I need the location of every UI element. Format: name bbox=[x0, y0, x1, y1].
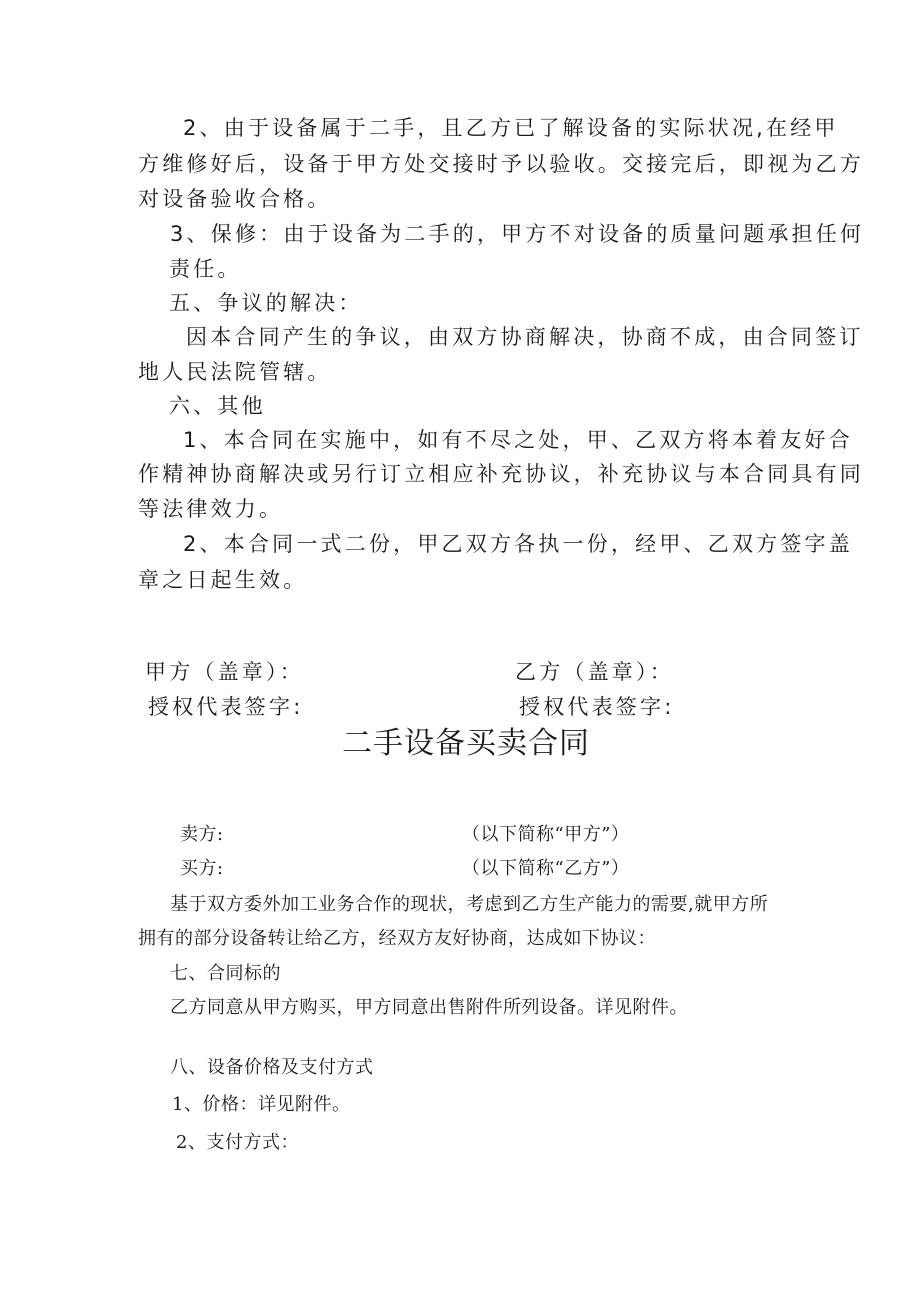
clause-3-line-1: 3、保修：由于设备为二手的，甲方不对设备的质量问题承担任何 bbox=[170, 222, 865, 246]
buyer-label: 买方: bbox=[180, 858, 224, 879]
intro-line-2: 拥有的部分设备转让给乙方，经双方友好协商，达成如下协议： bbox=[138, 928, 656, 949]
intro-line-1: 基于双方委外加工业务合作的现状，考虑到乙方生产能力的需要,就甲方所 bbox=[170, 894, 769, 915]
other-clause-2-line-2: 章之日起生效。 bbox=[138, 568, 308, 592]
party-a-signature-label: 授权代表签字: bbox=[148, 695, 304, 719]
dispute-line-2: 地人民法院管辖。 bbox=[138, 360, 332, 384]
other-clause-2-line-1: 2、本合同一式二份，甲乙双方各执一份，经甲、乙双方签字盖 bbox=[183, 532, 853, 556]
other-clause-1-line-2: 作精神协商解决或另行订立相应补充协议，补充协议与本合同具有同 bbox=[138, 462, 864, 486]
payment-method-clause: 2、支付方式： bbox=[176, 1132, 299, 1153]
clause-2-line-1: 2、由于设备属于二手，且乙方已了解设备的实际状况,在经甲 bbox=[183, 116, 839, 140]
heading-other: 六、其他 bbox=[169, 394, 266, 418]
party-a-seal-label: 甲方（盖章）： bbox=[145, 660, 304, 684]
clause-3-line-2: 责任。 bbox=[169, 257, 242, 281]
contract-title: 二手设备买卖合同 bbox=[342, 726, 590, 761]
clause-2-line-3: 对设备验收合格。 bbox=[138, 187, 332, 211]
heading-dispute: 五、争议的解决： bbox=[169, 291, 363, 315]
other-clause-1-line-1: 1、本合同在实施中，如有不尽之处，甲、乙双方将本着友好合 bbox=[183, 428, 853, 452]
price-clause: 1、价格：详见附件。 bbox=[172, 1094, 351, 1115]
seller-label: 卖方: bbox=[180, 824, 224, 845]
heading-contract-subject: 七、合同标的 bbox=[170, 963, 281, 984]
clause-2-line-2: 方维修好后，设备于甲方处交接时予以验收。交接完后，即视为乙方 bbox=[138, 152, 864, 176]
contract-subject-text: 乙方同意从甲方购买，甲方同意出售附件所列设备。详见附件。 bbox=[170, 997, 688, 1018]
seller-abbreviation: （以下简称“甲方”） bbox=[462, 824, 630, 845]
party-b-signature-label: 授权代表签字: bbox=[519, 695, 675, 719]
dispute-line-1: 因本合同产生的争议，由双方协商解决，协商不成，由合同签订 bbox=[186, 325, 864, 349]
party-b-seal-label: 乙方（盖章）： bbox=[515, 660, 674, 684]
heading-price-payment: 八、设备价格及支付方式 bbox=[170, 1057, 374, 1078]
buyer-abbreviation: （以下简称“乙方”） bbox=[462, 858, 630, 879]
other-clause-1-line-3: 等法律效力。 bbox=[138, 497, 284, 521]
